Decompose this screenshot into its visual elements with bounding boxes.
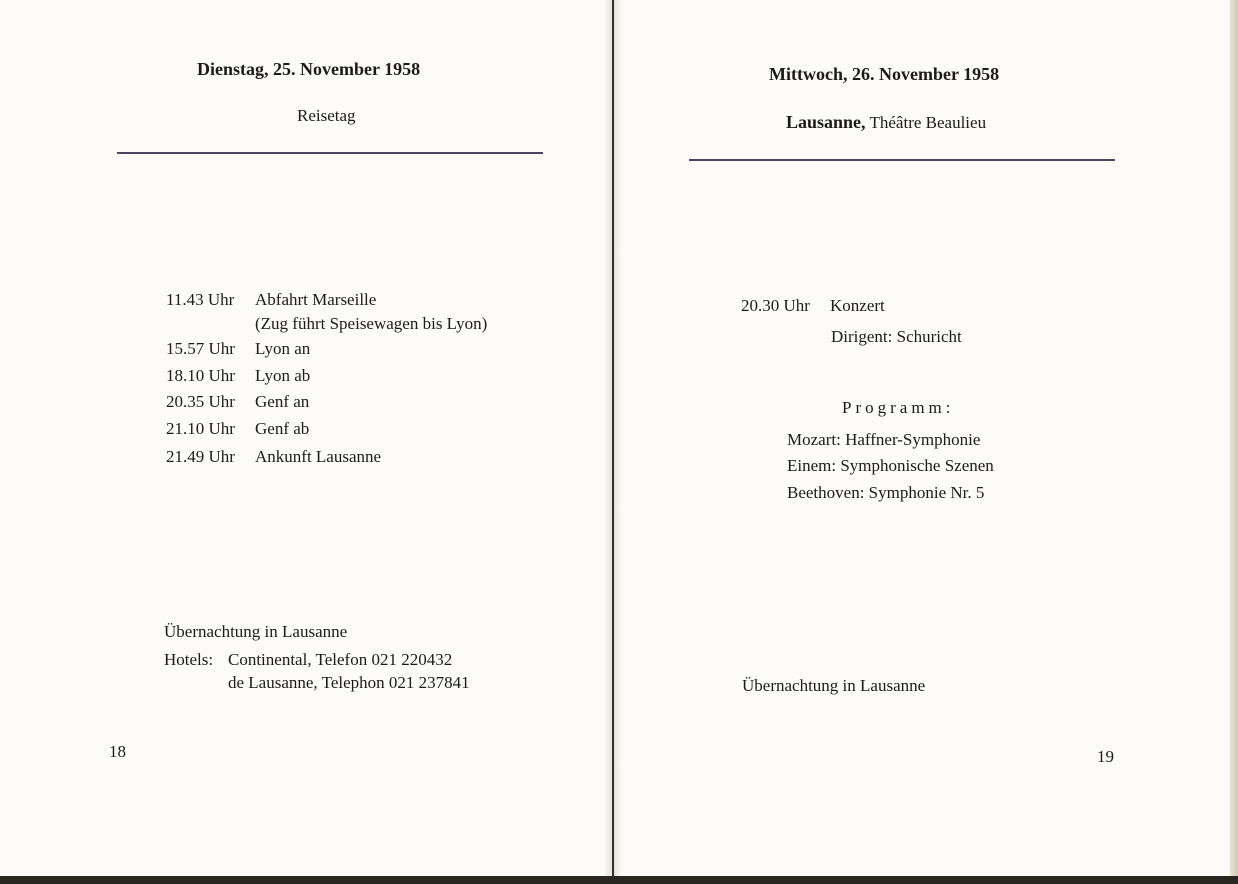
venue-name: Théâtre Beaulieu — [869, 113, 987, 132]
conductor: Dirigent: Schuricht — [831, 327, 962, 346]
schedule-event: Lyon an — [255, 339, 311, 358]
program-heading: Programm: — [842, 398, 955, 417]
program-item: Beethoven: Symphonie Nr. 5 — [787, 483, 985, 502]
schedule-time: 21.49 Uhr — [166, 447, 235, 466]
page-edge — [1230, 0, 1238, 876]
left-overnight: Übernachtung in Lausanne — [164, 622, 348, 641]
schedule-event: Ankunft Lausanne — [255, 447, 382, 466]
left-page-subtitle: Reisetag — [297, 106, 356, 125]
page-number-left: 18 — [109, 742, 126, 761]
book-gutter — [604, 0, 622, 876]
schedule-time: 11.43 Uhr — [166, 290, 235, 309]
schedule-note: (Zug führt Speisewagen bis Lyon) — [255, 314, 488, 333]
right-overnight: Übernachtung in Lausanne — [742, 676, 926, 695]
left-header-rule — [117, 152, 543, 154]
concert-label: Konzert — [830, 296, 885, 315]
schedule-event: Genf ab — [255, 419, 310, 438]
right-header-rule — [689, 159, 1115, 161]
hotel-entry: de Lausanne, Telephon 021 237841 — [228, 673, 470, 692]
page-number-right: 19 — [1097, 747, 1114, 766]
venue-city: Lausanne, — [786, 112, 866, 132]
schedule-time: 18.10 Uhr — [166, 366, 235, 385]
hotel-entry: Continental, Telefon 021 220432 — [228, 650, 453, 669]
schedule-event: Lyon ab — [255, 366, 311, 385]
left-page-title: Dienstag, 25. November 1958 — [197, 59, 421, 79]
schedule-event: Genf an — [255, 392, 310, 411]
hotels-label: Hotels: — [164, 650, 214, 669]
schedule-time: 20.35 Uhr — [166, 392, 235, 411]
venue — [786, 112, 986, 133]
right-page-title: Mittwoch, 26. November 1958 — [769, 64, 1000, 84]
program-item: Einem: Symphonische Szenen — [787, 456, 994, 475]
concert-time: 20.30 Uhr — [741, 296, 810, 315]
program-item: Mozart: Haffner-Symphonie — [787, 430, 981, 449]
schedule-event: Abfahrt Marseille — [255, 290, 377, 309]
schedule-time: 15.57 Uhr — [166, 339, 235, 358]
schedule-time: 21.10 Uhr — [166, 419, 235, 438]
